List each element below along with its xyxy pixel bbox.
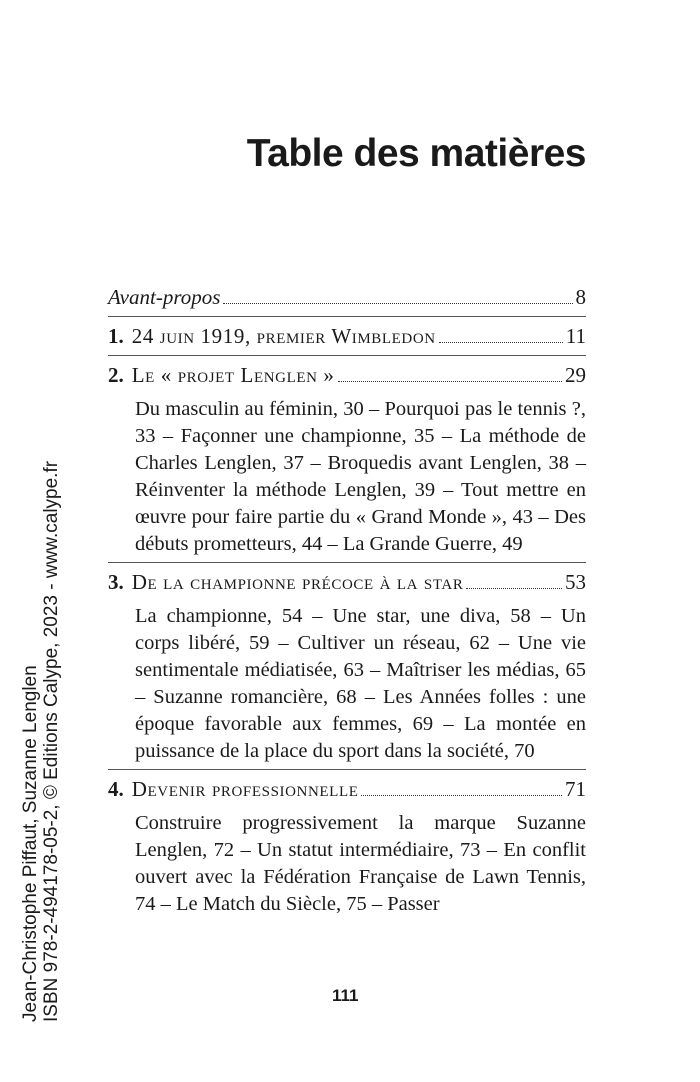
- divider: [108, 562, 586, 563]
- toc-entry-chapter-1: [108, 321, 586, 351]
- toc-entry-title: Devenir professionnelle: [131, 777, 359, 801]
- divider: [108, 316, 586, 317]
- margin-note-line-1: Jean-Christophe Piffaut, Suzanne Lenglen: [20, 665, 41, 1022]
- table-of-contents: [108, 282, 586, 921]
- toc-entry-chapter-3: [108, 567, 586, 597]
- toc-entry-avant-propos: [108, 282, 586, 312]
- divider: [108, 769, 586, 770]
- toc-subsections: Du masculin au féminin, 30 – Pourquoi pas le tennis ?, 33 – Façonner une championne, 35 – La méthode de Charles Lenglen, 37 – Broquedis avant Lenglen, 38 – Réinventer la méthode Lenglen, 39 – Tout mettre en œuvre pour faire partie du « Grand Monde », 43 – Des débuts prometteurs, 44 – La Grande Guerre, 49: [135, 398, 586, 555]
- toc-entry-page: 53: [565, 570, 586, 594]
- toc-entry-chapter-2: [108, 360, 586, 390]
- toc-entry-number: 1.: [108, 324, 124, 348]
- margin-note-line-2: ISBN 978-2-494178-05-2, © Editions Calype, 2023 - www.calype.fr: [41, 460, 62, 1022]
- toc-entry-number: 3.: [108, 570, 124, 594]
- toc-entry-chapter-4: [108, 774, 586, 804]
- toc-entry-page: 71: [565, 777, 586, 801]
- dot-leader: [223, 303, 572, 304]
- toc-entry-title: Avant-propos: [108, 285, 221, 309]
- toc-entry-title: Le « projet Lenglen »: [131, 363, 335, 387]
- toc-subsections: La championne, 54 – Une star, une diva, 58 – Un corps libéré, 59 – Cultiver un réseau, 62 – Une vie sentimentale médiatisée, 63 – Maîtriser les médias, 65 – Suzanne romancière, 68 – Les Années folles : une époque favorable aux femmes, 69 – La montée en puissance de la place du sport dans la société, 70: [135, 605, 586, 762]
- toc-entry-number: 4.: [108, 777, 124, 801]
- toc-entry-page: 29: [565, 363, 586, 387]
- toc-entry-title: De la championne précoce à la star: [131, 570, 464, 594]
- copyright-margin-note: [20, 462, 62, 1022]
- toc-entry-number: 2.: [108, 363, 124, 387]
- toc-entry-title: 24 juin 1919, premier Wimbledon: [131, 324, 436, 348]
- dot-leader: [439, 342, 563, 343]
- toc-subsections: Construire progressivement la marque Suzanne Lenglen, 72 – Un statut intermédiaire, 73 – En conflit ouvert avec la Fédération Française de Lawn Tennis, 74 – Le Match du Siècle, 75 – Passer: [135, 812, 586, 915]
- page-title: Table des matières: [246, 132, 586, 175]
- dot-leader: [361, 795, 562, 796]
- toc-entry-page: 11: [565, 324, 586, 348]
- dot-leader: [338, 381, 563, 382]
- page-number: 111: [332, 986, 359, 1005]
- dot-leader: [466, 588, 562, 589]
- divider: [108, 355, 586, 356]
- toc-entry-page: 8: [575, 285, 586, 309]
